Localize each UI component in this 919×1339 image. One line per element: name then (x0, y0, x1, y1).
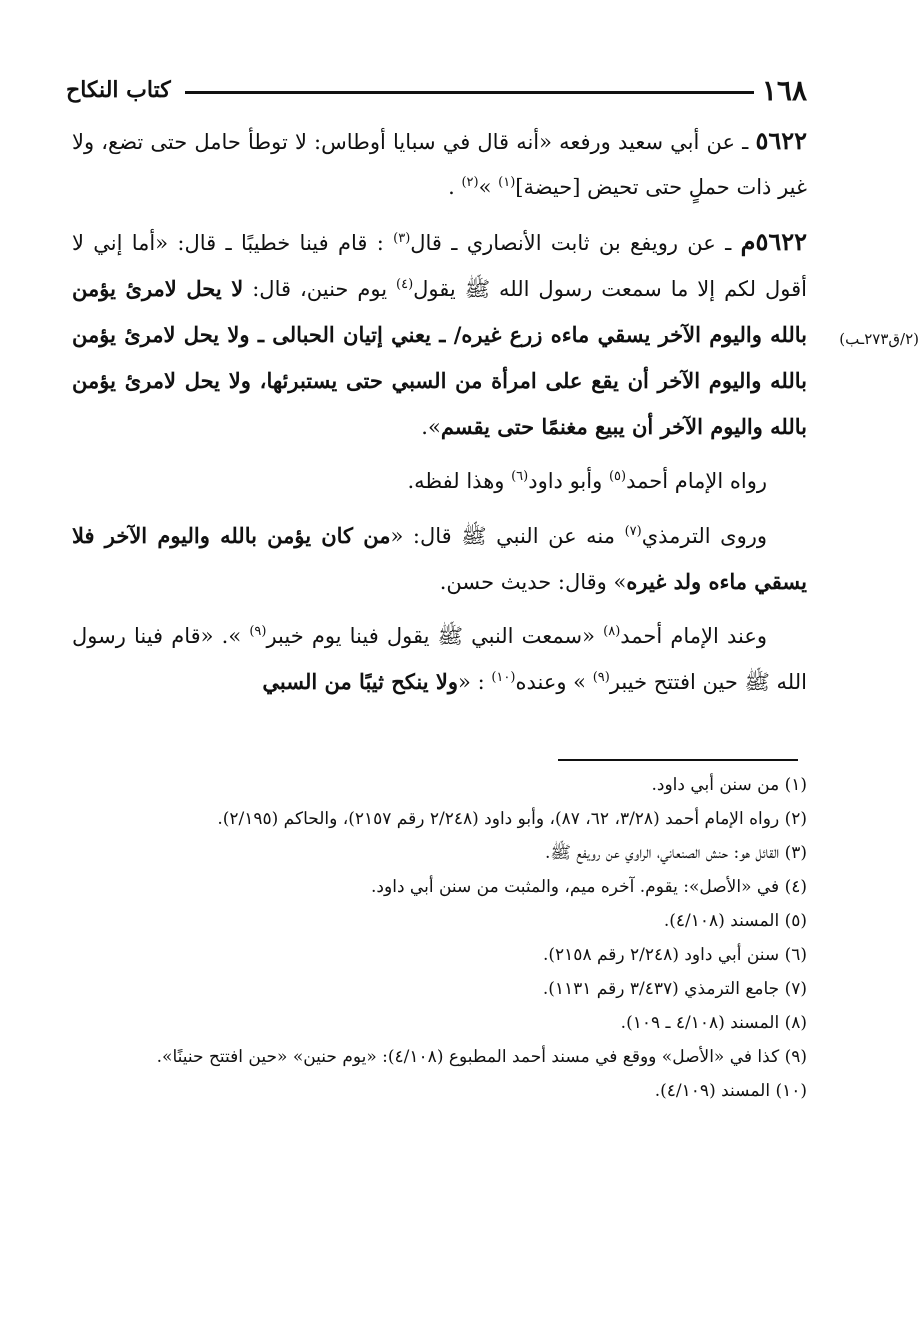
narration-text: » وقال: حديث حسن. (439, 570, 627, 594)
narration-text: وروى الترمذي (641, 524, 767, 548)
narration-note (72, 459, 807, 504)
narration-text: وعند الإمام أحمد (620, 624, 768, 648)
hadith-quote-bold: لا يحل لامرئ يؤمن بالله واليوم الآخر يسقي ماءه زرع غيره/ ـ يعني إتيان الحبالى ـ ولا يحل لامرئ يؤمن بالله واليوم الآخر أن يقع على امرأة من السبي حتى يستبرئها، ولا يحل لامرئ يؤمن بالله واليوم الآخر أن يبيع مغنمًا حتى يقسم (72, 276, 807, 439)
narration-text: : « (458, 670, 492, 694)
footnote-item: (١) من سنن أبي داود. (651, 775, 807, 795)
footnote-item: (٥) المسند (٤/١٠٨). (663, 911, 807, 931)
hadith-text: يوم حنين، قال: (243, 277, 397, 301)
footnote-item: (٣) القائل هو: حنش الصنعاني، الراوي عن رويفع ﷺ. (545, 843, 807, 863)
footnote-item: (٦) سنن أبي داود (٢/٢٤٨ رقم ٢١٥٨). (543, 945, 807, 965)
book-title: كتاب النكاح (66, 77, 171, 103)
footnote-ref: (١) (498, 175, 516, 190)
footnote-ref: (٧) (624, 524, 642, 539)
footnote-ref: (٤) (396, 277, 414, 292)
header-rule (185, 91, 754, 94)
narration-text: ». «قام فينا رسول الله ﷺ حين افتتح خيبر (72, 624, 807, 694)
footnote-ref: (٩) (592, 670, 610, 685)
footnote-ref: (١٠) (491, 670, 516, 685)
footnote-item: (٨) المسند (٤/١٠٨ ـ ١٠٩). (620, 1013, 807, 1033)
footnote-ref: (٦) (511, 469, 529, 484)
hadith-text: ـ عن رويفع بن ثابت الأنصاري ـ قال (410, 231, 741, 255)
hadith-quote-bold: ولا ينكح ثيبًا من السبي (262, 669, 459, 694)
manuscript-margin-note: (٢/ق٢٧٣ـب) (839, 330, 919, 348)
hadith-text: ـ عن أبي سعيد ورفعه «أنه قال في سبايا أوطاس: لا توطأ حامل حتى تضع، ولا غير ذات حملٍ حتى تحيض [حيضة] (72, 130, 807, 199)
hadith-number: ٥٦٢٢م (740, 227, 807, 256)
main-text (72, 118, 807, 714)
ahmad-narration (72, 614, 807, 705)
footnote-separator (558, 759, 798, 761)
hadith-text: . (448, 175, 462, 199)
footnote-ref: (٥) (608, 469, 627, 484)
hadith-5622 (72, 118, 807, 210)
hadith-5622m (72, 219, 807, 450)
hadith-text: ». (421, 415, 441, 439)
hadith-text: » (478, 175, 499, 199)
page-header (66, 70, 807, 110)
footnote-ref: (٩) (249, 624, 267, 639)
footnote-ref: (٨) (603, 624, 621, 639)
footnotes (72, 768, 807, 1108)
narration-text: رواه الإمام أحمد (626, 469, 767, 493)
hadith-quote-bold: من كان يؤمن بالله واليوم الآخر فلا يسقي ماءه ولد غيره (72, 523, 807, 594)
narration-text: وأبو داود (528, 469, 609, 493)
narration-text: وهذا لفظه. (407, 469, 512, 493)
footnote-item: (٢) رواه الإمام أحمد (٣/٢٨، ٦٢، ٨٧)، وأبو داود (٢/٢٤٨ رقم ٢١٥٧)، والحاكم (٢/١٩٥). (217, 809, 807, 829)
footnote-item: (٧) جامع الترمذي (٣/٤٣٧ رقم ١١٣١). (542, 979, 807, 999)
page-number: ١٦٨ (761, 73, 807, 107)
footnote-item: (١٠) المسند (٤/١٠٩). (654, 1081, 807, 1101)
hadith-text: : قام فينا خطيبًا ـ قال: «أما إني لا أقول لكم إلا ما سمعت رسول الله ﷺ يقول (72, 231, 808, 301)
narration-text: «سمعت النبي ﷺ يقول فينا يوم خيبر (266, 624, 604, 648)
tirmidhi-narration (72, 513, 807, 605)
narration-text: » وعنده (515, 670, 593, 694)
footnote-ref: (٣) (393, 231, 411, 246)
hadith-number: ٥٦٢٢ (755, 126, 807, 155)
footnote-item: (٩) كذا في «الأصل» ووقع في مسند أحمد المطبوع (٤/١٠٨): «يوم حنين» «حين افتتح حنينًا». (156, 1047, 807, 1067)
footnote-ref: (٢) (461, 175, 479, 190)
footnote-item: (٤) في «الأصل»: يقوم. آخره ميم، والمثبت من سنن أبي داود. (371, 877, 807, 897)
narration-text: منه عن النبي ﷺ قال: « (390, 524, 625, 548)
